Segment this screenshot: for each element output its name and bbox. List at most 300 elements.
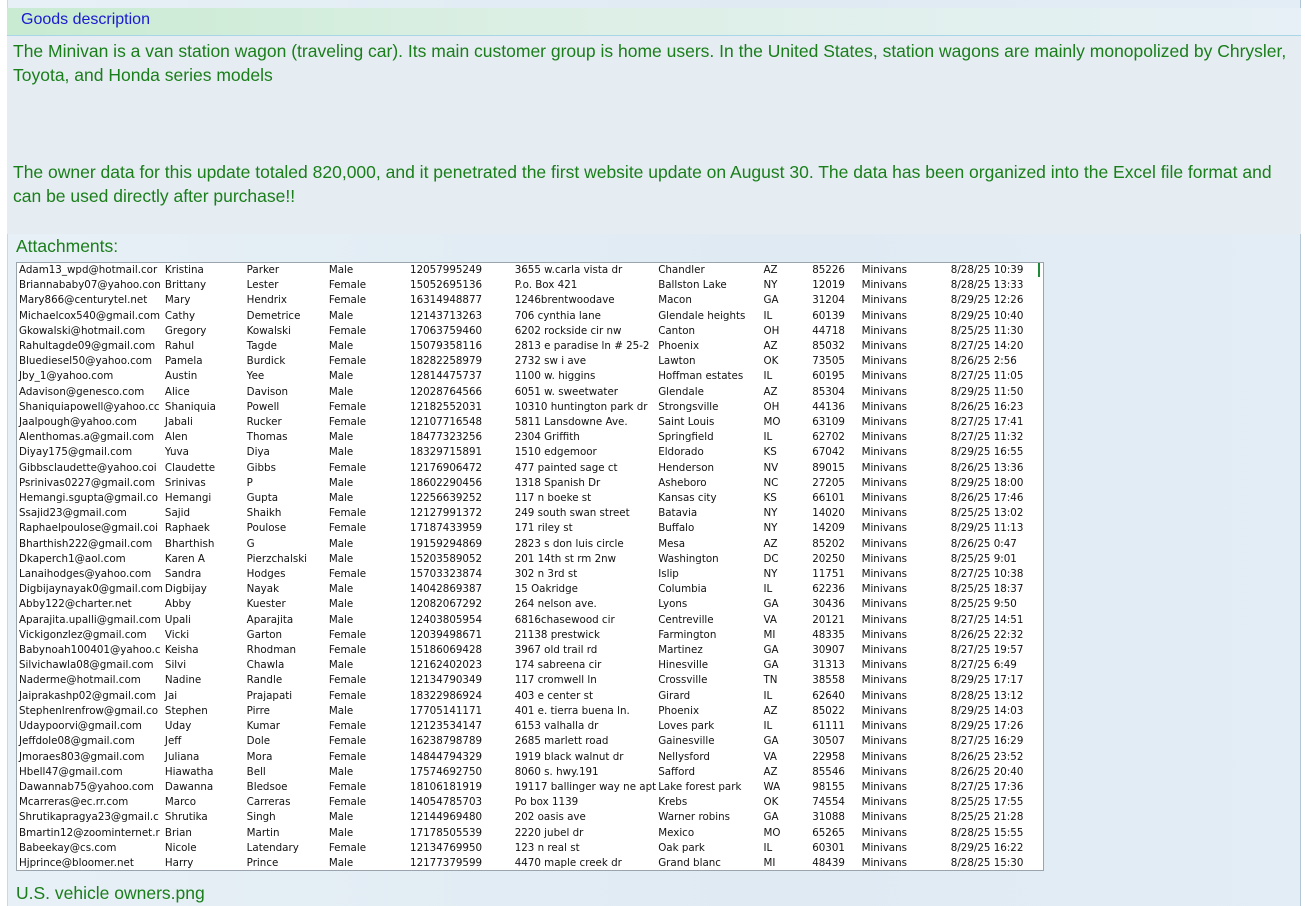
table-cell: Minivans <box>861 461 907 474</box>
table-cell: MI <box>763 628 776 641</box>
table-cell: 1246brentwoodave <box>514 294 615 307</box>
table-cell: 66101 <box>812 492 845 505</box>
table-cell: Hemangi.sgupta@gmail.co <box>19 492 159 505</box>
table-cell: Gkowalski@hotmail.com <box>19 324 146 337</box>
table-cell: Po box 1139 <box>514 796 579 809</box>
table-cell: 67042 <box>812 446 845 459</box>
table-cell: 74554 <box>812 796 845 809</box>
table-cell: 2813 e paradise ln # 25-2 <box>514 340 650 353</box>
table-cell: Kuester <box>246 598 286 611</box>
table-row <box>17 369 1043 384</box>
table-cell: 8/25/25 21:28 <box>950 811 1024 824</box>
table-cell: Minivans <box>861 522 907 535</box>
table-cell: Minivans <box>861 659 907 672</box>
table-cell: OK <box>763 796 779 809</box>
table-cell: Pierzchalski <box>246 552 308 565</box>
table-cell: 12144969480 <box>410 811 483 824</box>
table-cell: 20121 <box>812 613 845 626</box>
table-cell: Male <box>328 765 354 778</box>
table-cell: Marco <box>164 796 197 809</box>
table-cell: Dkaperch1@aol.com <box>19 552 126 565</box>
table-cell: Girard <box>658 689 691 702</box>
table-cell: 85202 <box>812 537 845 550</box>
table-cell: AZ <box>763 765 778 778</box>
table-cell: Male <box>328 704 354 717</box>
section-title: Goods description <box>21 11 150 28</box>
table-cell: Mary866@centurytel.net <box>19 294 148 307</box>
table-cell: Minivans <box>861 628 907 641</box>
table-cell: 17178505539 <box>410 826 483 839</box>
table-cell: Kumar <box>246 720 281 733</box>
table-cell: Farmington <box>658 628 717 641</box>
table-cell: Hemangi <box>164 492 212 505</box>
table-cell: Jeffdole08@gmail.com <box>19 735 135 748</box>
table-cell: GA <box>763 811 779 824</box>
table-cell: 174 sabreena cir <box>514 659 602 672</box>
table-cell: 8/27/25 17:41 <box>950 416 1024 429</box>
table-cell: 2220 jubel dr <box>514 826 584 839</box>
table-cell: Karen A <box>164 552 205 565</box>
table-cell: Singh <box>246 811 276 824</box>
table-cell: Mexico <box>658 826 695 839</box>
table-cell: P <box>246 476 253 489</box>
table-cell: Glendale heights <box>658 309 746 322</box>
table-cell: Minivans <box>861 507 907 520</box>
table-row <box>17 780 1043 795</box>
table-cell: 8/27/25 11:32 <box>950 431 1024 444</box>
table-cell: 3967 old trail rd <box>514 644 598 657</box>
table-row <box>17 309 1043 324</box>
table-cell: 18477323256 <box>410 431 483 444</box>
table-cell: Gainesville <box>658 735 715 748</box>
table-cell: Jabali <box>164 416 193 429</box>
table-cell: Male <box>328 583 354 596</box>
table-cell: Bell <box>246 765 266 778</box>
table-row <box>17 689 1043 704</box>
table-cell: 12028764566 <box>410 385 483 398</box>
table-cell: KS <box>763 446 777 459</box>
table-cell: VA <box>763 750 777 763</box>
table-cell: Shrutika <box>164 811 208 824</box>
table-cell: Minivans <box>861 613 907 626</box>
table-cell: 12039498671 <box>410 628 483 641</box>
table-cell: 18602290456 <box>410 476 483 489</box>
table-cell: Minivans <box>861 309 907 322</box>
table-cell: Mcarreras@ec.rr.com <box>19 796 129 809</box>
table-cell: 12162402023 <box>410 659 483 672</box>
table-row <box>17 810 1043 825</box>
table-cell: Kristina <box>164 264 204 276</box>
table-cell: Jaiprakashp02@gmail.com <box>19 689 157 702</box>
table-cell: 62640 <box>812 689 845 702</box>
table-cell: Krebs <box>658 796 688 809</box>
table-row <box>17 841 1043 856</box>
table-cell: Female <box>328 796 367 809</box>
table-cell: 12814475737 <box>410 370 483 383</box>
table-row <box>17 765 1043 780</box>
table-cell: Silvichawla08@gmail.com <box>19 659 154 672</box>
table-cell: Shaikh <box>246 507 282 520</box>
table-cell: 63109 <box>812 416 845 429</box>
table-cell: 22958 <box>812 750 845 763</box>
table-cell: 18322986924 <box>410 689 483 702</box>
table-cell: Vickigonzlez@gmail.com <box>19 628 147 641</box>
table-cell: 8/29/25 14:03 <box>950 704 1024 717</box>
table-cell: 8/29/25 16:22 <box>950 841 1024 854</box>
table-cell: Male <box>328 537 354 550</box>
attachment-image[interactable] <box>16 262 1044 871</box>
table-cell: 89015 <box>812 461 845 474</box>
table-cell: 2304 Griffith <box>514 431 580 444</box>
table-cell: OH <box>763 400 780 413</box>
table-cell: 123 n real st <box>514 841 580 854</box>
table-cell: Aparajita <box>246 613 294 626</box>
table-cell: 6153 valhalla dr <box>514 720 599 733</box>
table-cell: Nadine <box>164 674 202 687</box>
table-cell: 85304 <box>812 385 845 398</box>
table-cell: IL <box>763 841 773 854</box>
table-cell: MO <box>763 826 781 839</box>
table-cell: Dawannab75@yahoo.com <box>19 780 154 793</box>
table-cell: Shrutikapragya23@gmail.c <box>19 811 159 824</box>
table-cell: Female <box>328 735 367 748</box>
cell-cursor <box>1038 263 1040 277</box>
table-cell: Michaelcox540@gmail.com <box>19 309 160 322</box>
table-cell: Digbijay <box>164 583 207 596</box>
table-cell: Kowalski <box>246 324 291 337</box>
table-cell: Dole <box>246 735 271 748</box>
table-cell: 171 riley st <box>514 522 573 535</box>
table-cell: AZ <box>763 704 778 717</box>
table-cell: Springfield <box>658 431 714 444</box>
table-cell: 10310 huntington park dr <box>514 400 648 413</box>
table-row <box>17 643 1043 658</box>
attachment-file-name[interactable]: U.S. vehicle owners.png <box>16 883 205 903</box>
table-cell: Powell <box>246 400 280 413</box>
table-cell: 60195 <box>812 370 845 383</box>
table-cell: 18329715891 <box>410 446 483 459</box>
table-cell: Eldorado <box>658 446 704 459</box>
table-cell: 1919 black walnut dr <box>514 750 624 763</box>
table-cell: 8/29/25 10:40 <box>950 309 1024 322</box>
table-cell: IL <box>763 370 773 383</box>
table-cell: 12134790349 <box>410 674 483 687</box>
table-row <box>17 567 1043 582</box>
table-cell: Crossville <box>658 674 708 687</box>
table-cell: Phoenix <box>658 340 700 353</box>
table-cell: Macon <box>658 294 692 307</box>
table-row <box>17 795 1043 810</box>
table-cell: Female <box>328 689 367 702</box>
table-cell: NC <box>763 476 779 489</box>
table-cell: Prince <box>246 856 279 869</box>
table-cell: Strongsville <box>658 400 719 413</box>
table-cell: 2823 s don luis circle <box>514 537 624 550</box>
table-cell: GA <box>763 735 779 748</box>
table-row <box>17 704 1043 719</box>
table-cell: Cathy <box>164 309 196 322</box>
table-row <box>17 400 1043 415</box>
table-cell: 14209 <box>812 522 845 535</box>
table-cell: 16314948877 <box>410 294 483 307</box>
table-cell: 12019 <box>812 279 845 292</box>
table-cell: Female <box>328 416 367 429</box>
table-cell: 401 e. tierra buena ln. <box>514 704 630 717</box>
table-cell: 65265 <box>812 826 845 839</box>
table-cell: 117 n boeke st <box>514 492 592 505</box>
table-cell: Pirre <box>246 704 270 717</box>
table-cell: Female <box>328 461 367 474</box>
table-cell: OK <box>763 355 779 368</box>
section-header <box>7 8 1301 36</box>
table-cell: Minivans <box>861 476 907 489</box>
table-row <box>17 293 1043 308</box>
table-cell: 12107716548 <box>410 416 483 429</box>
table-cell: 44718 <box>812 324 845 337</box>
table-cell: 8/26/25 20:40 <box>950 765 1024 778</box>
table-cell: 264 nelson ave. <box>514 598 597 611</box>
table-cell: 8/27/25 10:38 <box>950 568 1024 581</box>
table-cell: MI <box>763 856 776 869</box>
table-cell: NV <box>763 461 779 474</box>
table-cell: 60301 <box>812 841 845 854</box>
table-cell: Minivans <box>861 826 907 839</box>
table-cell: AZ <box>763 537 778 550</box>
table-cell: WA <box>763 780 781 793</box>
table-cell: Female <box>328 507 367 520</box>
table-cell: 8/26/25 0:47 <box>950 537 1017 550</box>
table-row <box>17 430 1043 445</box>
table-cell: 20250 <box>812 552 845 565</box>
table-row <box>17 613 1043 628</box>
table-cell: Female <box>328 522 367 535</box>
table-cell: Minivans <box>861 568 907 581</box>
table-cell: 8/28/25 15:30 <box>950 856 1024 869</box>
table-cell: Asheboro <box>658 476 707 489</box>
table-cell: 117 cromwell ln <box>514 674 597 687</box>
table-cell: AZ <box>763 385 778 398</box>
table-cell: Batavia <box>658 507 698 520</box>
table-cell: Female <box>328 674 367 687</box>
table-cell: GA <box>763 598 779 611</box>
table-cell: Male <box>328 492 354 505</box>
table-cell: NY <box>763 507 778 520</box>
table-cell: NY <box>763 522 778 535</box>
table-cell: 12182552031 <box>410 400 483 413</box>
table-cell: Minivans <box>861 780 907 793</box>
table-cell: IL <box>763 431 773 444</box>
table-cell: Brittany <box>164 279 207 292</box>
table-cell: 98155 <box>812 780 845 793</box>
table-cell: 6816chasewood cir <box>514 613 615 626</box>
table-cell: Minivans <box>861 856 907 869</box>
table-cell: Lester <box>246 279 279 292</box>
table-cell: Thomas <box>246 431 288 444</box>
table-cell: 61111 <box>812 720 845 733</box>
table-cell: Uday <box>164 720 192 733</box>
table-cell: 8/27/25 14:20 <box>950 340 1024 353</box>
table-cell: Minivans <box>861 674 907 687</box>
table-cell: Raphaelpoulose@gmail.coi <box>19 522 159 535</box>
table-cell: 31204 <box>812 294 845 307</box>
table-cell: 8/26/25 23:52 <box>950 750 1024 763</box>
table-cell: Minivans <box>861 796 907 809</box>
table-cell: Sajid <box>164 507 191 520</box>
table-cell: 6202 rockside cir nw <box>514 324 622 337</box>
table-cell: AZ <box>763 340 778 353</box>
table-cell: Bledsoe <box>246 780 288 793</box>
table-cell: Alenthomas.a@gmail.com <box>19 431 155 444</box>
table-cell: Minivans <box>861 431 907 444</box>
table-cell: 15079358116 <box>410 340 483 353</box>
table-cell: 8/25/25 9:50 <box>950 598 1017 611</box>
table-cell: 3655 w.carla vista dr <box>514 264 623 276</box>
table-row <box>17 415 1043 430</box>
table-cell: Male <box>328 659 354 672</box>
table-cell: Minivans <box>861 704 907 717</box>
table-row <box>17 658 1043 673</box>
table-cell: Hendrix <box>246 294 287 307</box>
table-cell: Babeekay@cs.com <box>19 841 117 854</box>
table-cell: Carreras <box>246 796 291 809</box>
table-cell: 8/28/25 15:55 <box>950 826 1024 839</box>
table-cell: P.o. Box 421 <box>514 279 578 292</box>
table-cell: Babynoah100401@yahoo.c <box>19 644 161 657</box>
table-cell: 12057995249 <box>410 264 483 276</box>
table-cell: Psrinivas0227@gmail.com <box>19 476 156 489</box>
table-cell: 8/27/25 16:29 <box>950 735 1024 748</box>
table-row <box>17 537 1043 552</box>
table-cell: Minivans <box>861 735 907 748</box>
table-cell: 17187433959 <box>410 522 483 535</box>
table-cell: Buffalo <box>658 522 695 535</box>
table-cell: NY <box>763 279 778 292</box>
table-cell: 8/27/25 6:49 <box>950 659 1017 672</box>
table-cell: 6051 w. sweetwater <box>514 385 619 398</box>
description-paragraph-1: The Minivan is a van station wagon (traveling car). Its main customer group is home users. In the United States, station wagons are mainly monopolized by Chrysler, Toyota, and Honda series models <box>13 41 1287 85</box>
table-cell: Udaypoorvi@gmail.com <box>19 720 142 733</box>
table-cell: Female <box>328 400 367 413</box>
table-cell: Diyay175@gmail.com <box>19 446 133 459</box>
table-cell: Male <box>328 613 354 626</box>
table-cell: Female <box>328 294 367 307</box>
table-cell: Chandler <box>658 264 705 276</box>
table-cell: OH <box>763 324 780 337</box>
table-cell: 48439 <box>812 856 845 869</box>
table-cell: Ssajid23@gmail.com <box>19 507 127 520</box>
table-cell: Silvi <box>164 659 187 672</box>
table-cell: Gibbsclaudette@yahoo.coi <box>19 461 157 474</box>
table-cell: Briannababy07@yahoo.con <box>19 279 161 292</box>
table-cell: Stephen <box>164 704 208 717</box>
table-cell: Minivans <box>861 385 907 398</box>
table-cell: 8/26/25 2:56 <box>950 355 1017 368</box>
table-cell: Srinivas <box>164 476 206 489</box>
table-row <box>17 506 1043 521</box>
table-cell: 38558 <box>812 674 845 687</box>
table-cell: Phoenix <box>658 704 700 717</box>
table-cell: 11751 <box>812 568 845 581</box>
table-row <box>17 734 1043 749</box>
table-cell: 8/25/25 18:37 <box>950 583 1024 596</box>
table-cell: 8/26/25 17:46 <box>950 492 1024 505</box>
table-cell: 8/27/25 17:36 <box>950 780 1024 793</box>
table-cell: 477 painted sage ct <box>514 461 618 474</box>
table-cell: Diya <box>246 446 270 459</box>
table-cell: 14020 <box>812 507 845 520</box>
table-cell: 8/26/25 22:32 <box>950 628 1024 641</box>
table-cell: Pamela <box>164 355 203 368</box>
table-cell: Poulose <box>246 522 287 535</box>
table-cell: Male <box>328 264 354 276</box>
table-row <box>17 552 1043 567</box>
table-cell: 19117 ballinger way ne apt <box>514 780 657 793</box>
table-cell: 4470 maple creek dr <box>514 856 622 869</box>
table-cell: Male <box>328 552 354 565</box>
table-cell: Minivans <box>861 264 907 276</box>
table-cell: Claudette <box>164 461 216 474</box>
table-cell: Minivans <box>861 841 907 854</box>
table-cell: Glendale <box>658 385 704 398</box>
table-cell: Demetrice <box>246 309 301 322</box>
table-cell: Prajapati <box>246 689 293 702</box>
table-cell: 8/29/25 11:50 <box>950 385 1024 398</box>
table-cell: Safford <box>658 765 696 778</box>
table-cell: 2685 marlett road <box>514 735 609 748</box>
table-cell: Lyons <box>658 598 688 611</box>
table-cell: Bharthish <box>164 537 215 550</box>
table-row <box>17 521 1043 536</box>
table-cell: Jaalpough@yahoo.com <box>19 416 137 429</box>
table-cell: 12123534147 <box>410 720 483 733</box>
table-cell: 44136 <box>812 400 845 413</box>
table-cell: 31313 <box>812 659 845 672</box>
table-cell: Sandra <box>164 568 202 581</box>
table-row <box>17 354 1043 369</box>
table-cell: Centreville <box>658 613 714 626</box>
table-cell: Yee <box>246 370 265 383</box>
table-cell: MO <box>763 416 781 429</box>
table-cell: Female <box>328 355 367 368</box>
table-cell: Davison <box>246 385 289 398</box>
table-cell: 48335 <box>812 628 845 641</box>
table-cell: Randle <box>246 674 283 687</box>
table-cell: Female <box>328 841 367 854</box>
table-cell: Keisha <box>164 644 199 657</box>
table-cell: Latendary <box>246 841 299 854</box>
table-cell: Minivans <box>861 689 907 702</box>
table-row <box>17 324 1043 339</box>
table-cell: 12127991372 <box>410 507 483 520</box>
table-cell: Minivans <box>861 294 907 307</box>
table-cell: Minivans <box>861 446 907 459</box>
table-cell: Alen <box>164 431 188 444</box>
table-cell: 31088 <box>812 811 845 824</box>
table-cell: Female <box>328 720 367 733</box>
table-cell: Minivans <box>861 598 907 611</box>
table-cell: NY <box>763 568 778 581</box>
table-cell: Gupta <box>246 492 279 505</box>
table-cell: Minivans <box>861 355 907 368</box>
table-cell: 18282258979 <box>410 355 483 368</box>
table-cell: 8/28/25 13:12 <box>950 689 1024 702</box>
table-cell: Bmartin12@zoominternet.r <box>19 826 160 839</box>
table-row <box>17 491 1043 506</box>
table-row <box>17 476 1043 491</box>
table-cell: 5811 Lansdowne Ave. <box>514 416 628 429</box>
table-cell: Vicki <box>164 628 190 641</box>
table-cell: Male <box>328 309 354 322</box>
